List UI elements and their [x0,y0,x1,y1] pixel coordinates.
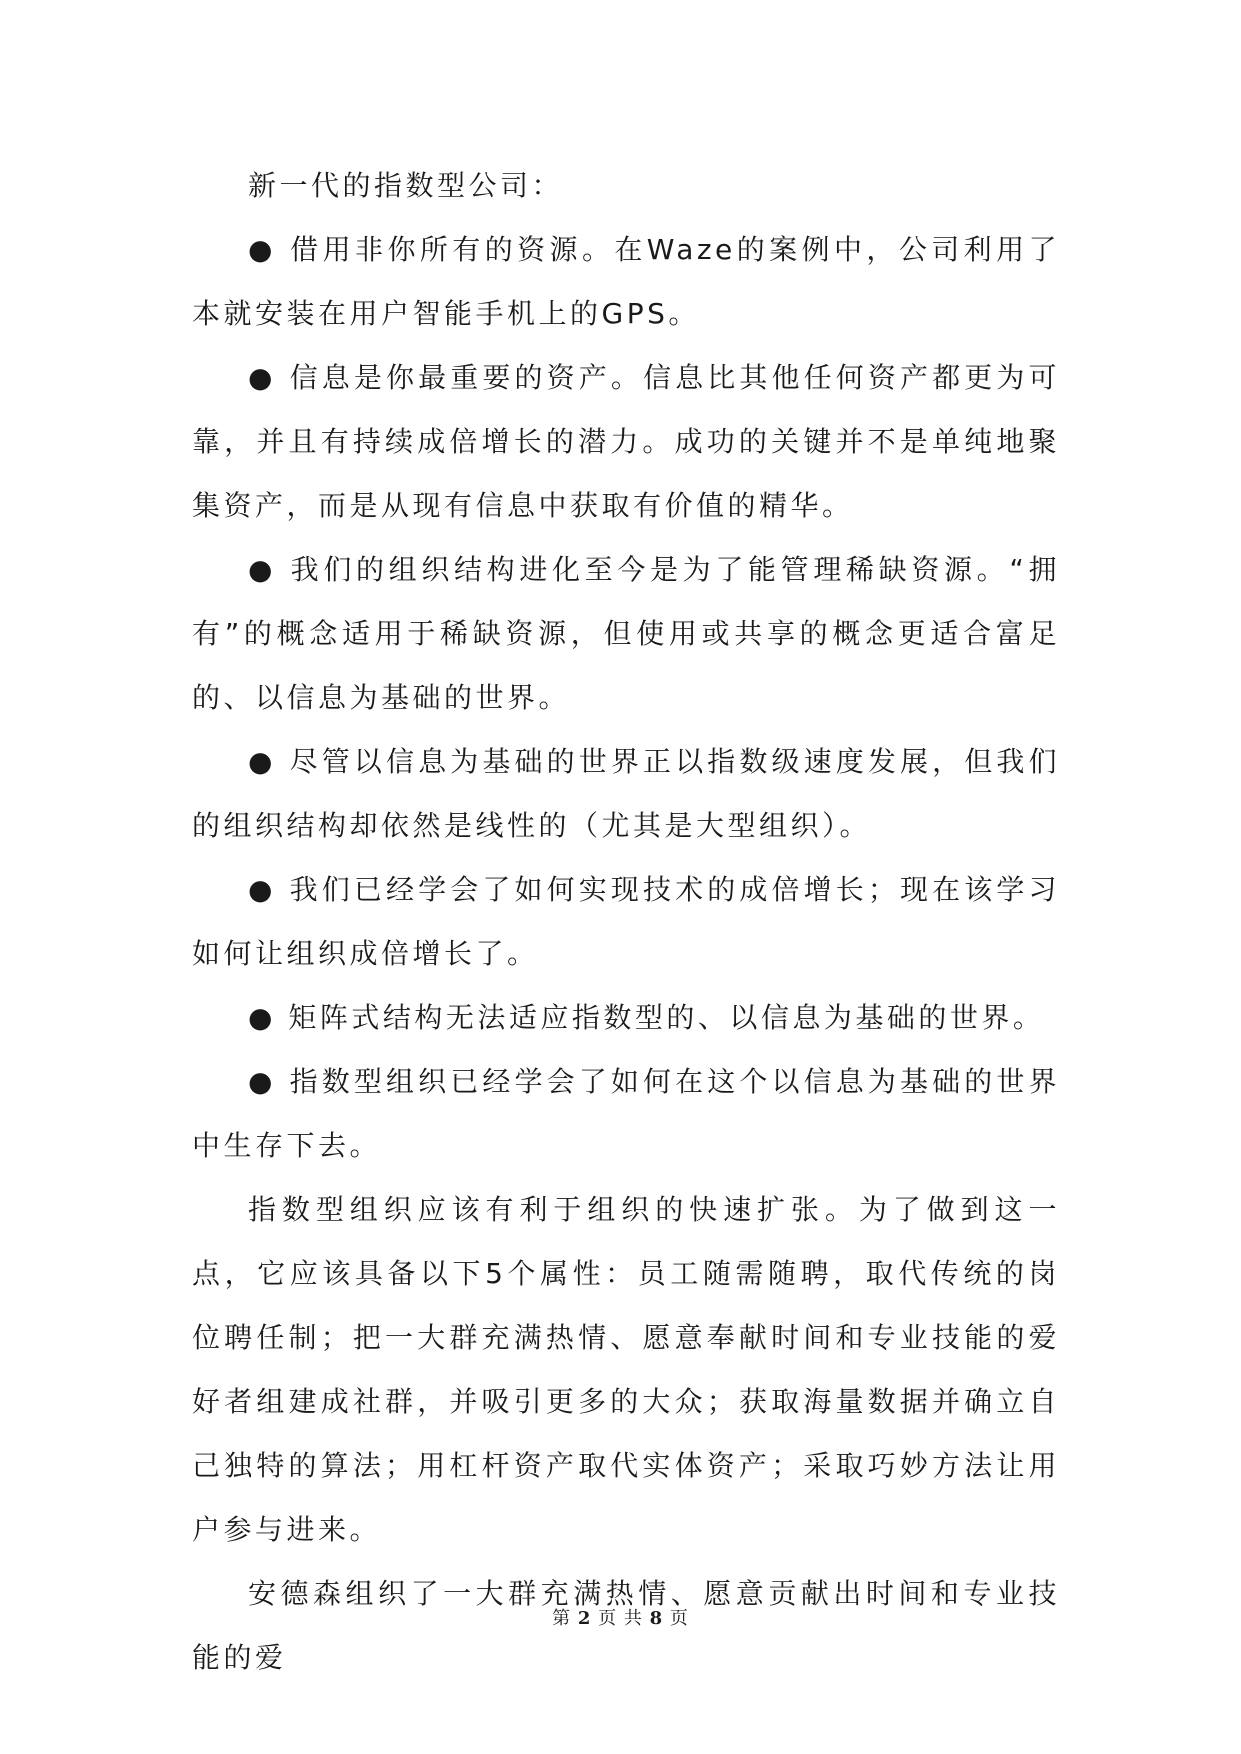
bullet-paragraph-4: ● 尽管以信息为基础的世界正以指数级速度发展，但我们的组织结构却依然是线性的（尤其是大型组织）。 [192,745,1060,842]
footer-suffix: 页 [669,1608,689,1629]
bullet-paragraph-6: ● 矩阵式结构无法适应指数型的、以信息为基础的世界。 [248,1001,1045,1034]
footer-prefix: 第 [552,1608,572,1629]
body-paragraph-anderson: 安德森组织了一大群充满热情、愿意贡献出时间和专业技能的爱 [192,1577,1060,1674]
paragraph-intro: 新一代的指数型公司： [248,169,564,202]
footer-middle: 页 共 [598,1608,643,1629]
page-body [192,154,1060,1690]
page-footer [0,1604,1241,1630]
bullet-paragraph-5: ● 我们已经学会了如何实现技术的成倍增长；现在该学习如何让组织成倍增长了。 [192,873,1060,970]
footer-current-page: 2 [577,1608,592,1629]
bullet-paragraph-1: ● 借用非你所有的资源。在Waze的案例中，公司利用了本就安装在用户智能手机上的GPS。 [192,233,1060,330]
bullet-paragraph-2: ● 信息是你最重要的资产。信息比其他任何资产都更为可靠，并且有持续成倍增长的潜力。成功的关键并不是单纯地聚集资产，而是从现有信息中获取有价值的精华。 [192,361,1060,522]
bullet-paragraph-7: ● 指数型组织已经学会了如何在这个以信息为基础的世界中生存下去。 [192,1065,1060,1162]
body-paragraph-attributes: 指数型组织应该有利于组织的快速扩张。为了做到这一点，它应该具备以下5个属性：员工随需随聘，取代传统的岗位聘任制；把一大群充满热情、愿意奉献时间和专业技能的爱好者组建成社群，并吸引更多的大众；获取海量数据并确立自己独特的算法；用杠杆资产取代实体资产；采取巧妙方法让用户参与进来。 [192,1193,1060,1546]
footer-total-pages: 8 [649,1608,664,1629]
bullet-paragraph-3: ● 我们的组织结构进化至今是为了能管理稀缺资源。“拥有”的概念适用于稀缺资源，但使用或共享的概念更适合富足的、以信息为基础的世界。 [192,553,1060,714]
